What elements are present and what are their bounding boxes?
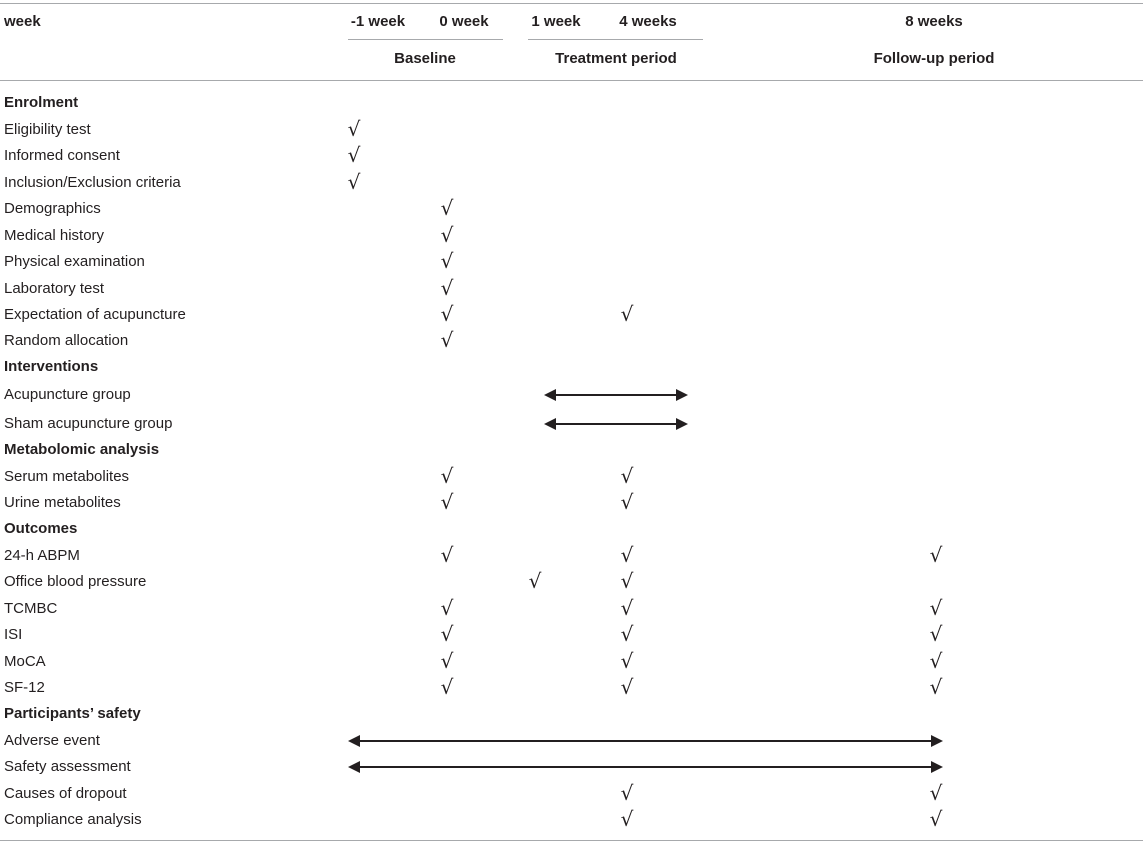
check-mark: √ xyxy=(440,596,454,620)
check-mark: √ xyxy=(440,328,454,352)
row-label: Causes of dropout xyxy=(4,785,127,802)
row-label: 24-h ABPM xyxy=(4,547,80,564)
check-mark: √ xyxy=(620,781,634,805)
span-arrow xyxy=(348,734,943,748)
check-mark: √ xyxy=(440,223,454,247)
row-label: Sham acupuncture group xyxy=(4,415,173,432)
check-mark: √ xyxy=(528,569,542,593)
check-mark: √ xyxy=(440,622,454,646)
check-mark: √ xyxy=(440,543,454,567)
group-baseline: Baseline xyxy=(394,50,456,67)
row-label: Informed consent xyxy=(4,147,120,164)
check-mark: √ xyxy=(929,622,943,646)
row-label: Physical examination xyxy=(4,253,145,270)
check-mark: √ xyxy=(620,675,634,699)
col-header-8: 8 weeks xyxy=(905,13,963,30)
check-mark: √ xyxy=(620,807,634,831)
baseline-underline xyxy=(348,39,503,40)
row-label: Expectation of acupuncture xyxy=(4,306,186,323)
check-mark: √ xyxy=(620,649,634,673)
row-label: Acupuncture group xyxy=(4,386,131,403)
check-mark: √ xyxy=(929,781,943,805)
group-treatment: Treatment period xyxy=(555,50,677,67)
row-label: Compliance analysis xyxy=(4,811,142,828)
section-heading: Interventions xyxy=(4,358,99,375)
check-mark: √ xyxy=(929,543,943,567)
header-bottom-rule xyxy=(0,80,1143,81)
span-arrow xyxy=(348,760,943,774)
col-header-0: 0 week xyxy=(439,13,489,30)
check-mark: √ xyxy=(620,543,634,567)
check-mark: √ xyxy=(440,276,454,300)
check-mark: √ xyxy=(620,302,634,326)
check-mark: √ xyxy=(440,302,454,326)
top-rule xyxy=(0,3,1143,4)
row-label: Medical history xyxy=(4,227,105,244)
row-label: Laboratory test xyxy=(4,280,105,297)
row-label: Inclusion/Exclusion criteria xyxy=(4,174,181,191)
check-mark: √ xyxy=(620,569,634,593)
row-label: Office blood pressure xyxy=(4,573,147,590)
check-mark: √ xyxy=(929,807,943,831)
bottom-rule xyxy=(0,840,1143,841)
check-mark: √ xyxy=(347,143,361,167)
row-label: Urine metabolites xyxy=(4,494,121,511)
row-label: ISI xyxy=(4,626,23,643)
check-mark: √ xyxy=(929,596,943,620)
row-label: Eligibility test xyxy=(4,121,91,138)
check-mark: √ xyxy=(620,464,634,488)
row-label: Demographics xyxy=(4,200,101,217)
check-mark: √ xyxy=(929,649,943,673)
check-mark: √ xyxy=(440,490,454,514)
check-mark: √ xyxy=(929,675,943,699)
row-label: TCMBC xyxy=(4,600,58,617)
section-heading: Metabolomic analysis xyxy=(4,441,160,458)
row-label: Safety assessment xyxy=(4,758,131,775)
row-label: Serum metabolites xyxy=(4,468,130,485)
section-heading: Participants’ safety xyxy=(4,705,141,722)
check-mark: √ xyxy=(620,596,634,620)
check-mark: √ xyxy=(620,490,634,514)
check-mark: √ xyxy=(440,249,454,273)
span-arrow xyxy=(544,417,688,431)
span-arrow xyxy=(544,388,688,402)
check-mark: √ xyxy=(347,117,361,141)
section-heading: Outcomes xyxy=(4,520,78,537)
group-followup: Follow-up period xyxy=(873,50,995,67)
check-mark: √ xyxy=(440,675,454,699)
week-header: week xyxy=(4,13,41,30)
check-mark: √ xyxy=(440,464,454,488)
check-mark: √ xyxy=(440,196,454,220)
treatment-underline xyxy=(528,39,703,40)
check-mark: √ xyxy=(440,649,454,673)
check-mark: √ xyxy=(620,622,634,646)
row-label: MoCA xyxy=(4,653,46,670)
row-label: Random allocation xyxy=(4,332,129,349)
row-label: Adverse event xyxy=(4,732,100,749)
row-label: SF-12 xyxy=(4,679,45,696)
check-mark: √ xyxy=(347,170,361,194)
col-header-4: 4 weeks xyxy=(619,13,677,30)
col-header-1: 1 week xyxy=(531,13,581,30)
section-heading: Enrolment xyxy=(4,94,79,111)
col-header-minus1: -1 week xyxy=(350,13,406,30)
